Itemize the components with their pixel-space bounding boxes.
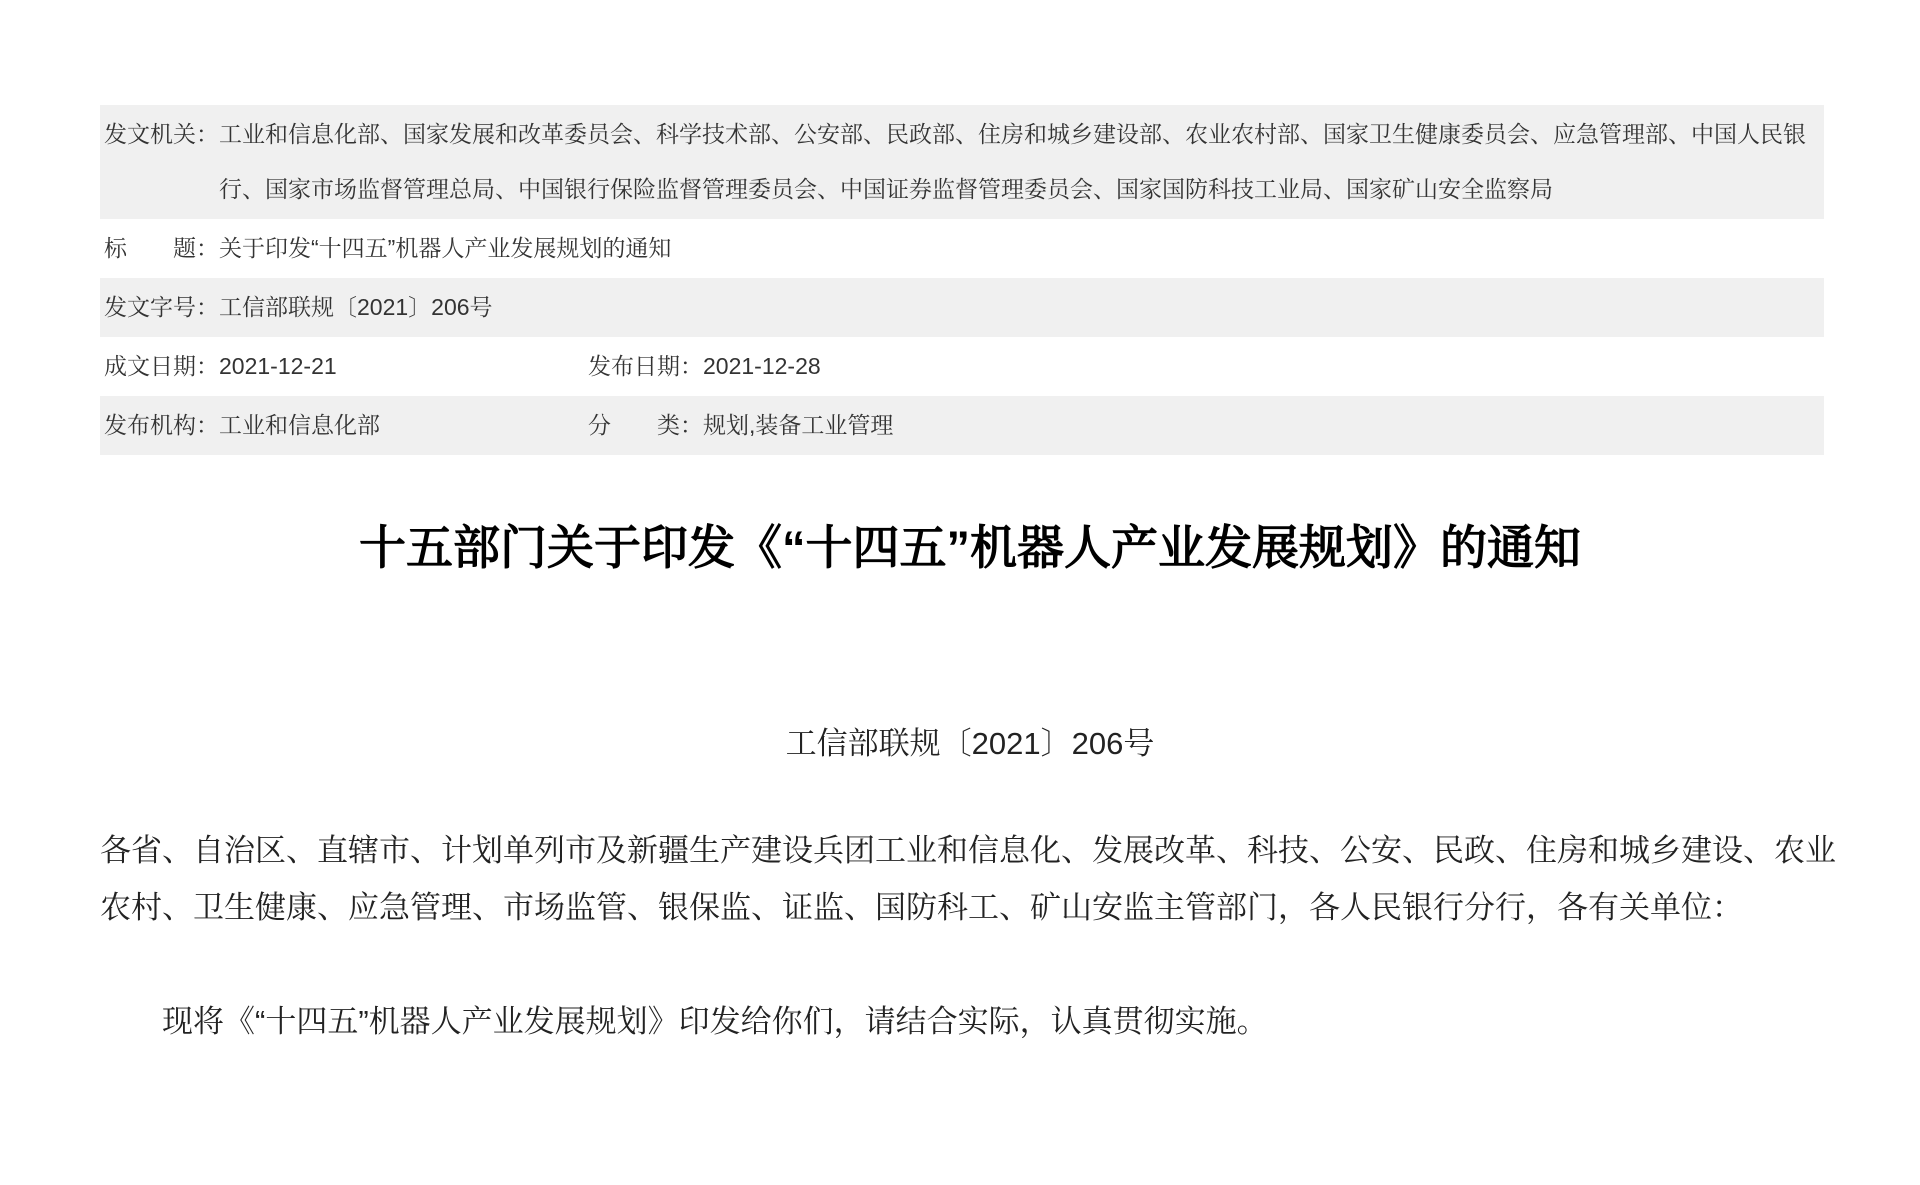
article-doc-number: 工信部联规〔2021〕206号 bbox=[785, 726, 1155, 761]
meta-row-dates bbox=[100, 337, 1824, 396]
category-label: 分类 bbox=[588, 412, 680, 438]
issuing-authority-label: 发文机关 bbox=[104, 121, 196, 147]
written-date-cell bbox=[104, 339, 588, 394]
publisher-value: 工业和信息化部 bbox=[219, 412, 380, 438]
article-paragraph-recipients: 各省、自治区、直辖市、计划单列市及新疆生产建设兵团工业和信息化、发展改革、科技、公安、民政、住房和城乡建设、农业农村、卫生健康、应急管理、市场监管、银保监、证监、国防科工、矿山安监主管部门，各人民银行分行，各有关单位： bbox=[100, 833, 1836, 925]
publisher-cell bbox=[104, 398, 588, 453]
written-date-label: 成文日期 bbox=[104, 353, 196, 379]
meta-table bbox=[100, 105, 1824, 455]
meta-row-publisher-category bbox=[100, 396, 1824, 455]
label-colon: ： bbox=[680, 353, 703, 379]
publish-date-label: 发布日期 bbox=[588, 353, 680, 379]
doc-number-label: 发文字号 bbox=[104, 294, 196, 320]
label-colon: ： bbox=[196, 412, 219, 438]
meta-row-issuing-authority bbox=[100, 105, 1824, 219]
title-value: 关于印发“十四五”机器人产业发展规划的通知 bbox=[219, 235, 672, 261]
label-colon: ： bbox=[196, 353, 219, 379]
publish-date-cell bbox=[588, 339, 1812, 394]
label-colon: ： bbox=[196, 294, 219, 320]
meta-row-title bbox=[100, 219, 1824, 278]
issuing-authority-value: 工业和信息化部、国家发展和改革委员会、科学技术部、公安部、民政部、住房和城乡建设部、农业农村部、国家卫生健康委员会、应急管理部、中国人民银行、国家市场监督管理总局、中国银行保险监督管理委员会、中国证券监督管理委员会、国家国防科技工业局、国家矿山安全监察局 bbox=[219, 121, 1806, 202]
article-title: 十五部门关于印发《“十四五”机器人产业发展规划》的通知 bbox=[359, 521, 1581, 574]
label-colon: ： bbox=[680, 412, 703, 438]
label-colon: ： bbox=[196, 235, 219, 261]
title-label: 标题 bbox=[104, 235, 196, 261]
document-page bbox=[0, 105, 1920, 1050]
publisher-label: 发布机构 bbox=[104, 412, 196, 438]
article-paragraph-body: 现将《“十四五”机器人产业发展规划》印发给你们，请结合实际，认真贯彻实施。 bbox=[162, 1004, 1268, 1039]
written-date-value: 2021-12-21 bbox=[219, 353, 337, 379]
publish-date-value: 2021-12-28 bbox=[703, 353, 821, 379]
doc-number-value: 工信部联规〔2021〕206号 bbox=[219, 294, 493, 320]
label-colon: ： bbox=[196, 121, 219, 147]
category-value: 规划,装备工业管理 bbox=[703, 412, 894, 438]
category-cell bbox=[588, 398, 1812, 453]
content-area bbox=[100, 105, 1840, 1050]
meta-row-doc-number bbox=[100, 278, 1824, 337]
